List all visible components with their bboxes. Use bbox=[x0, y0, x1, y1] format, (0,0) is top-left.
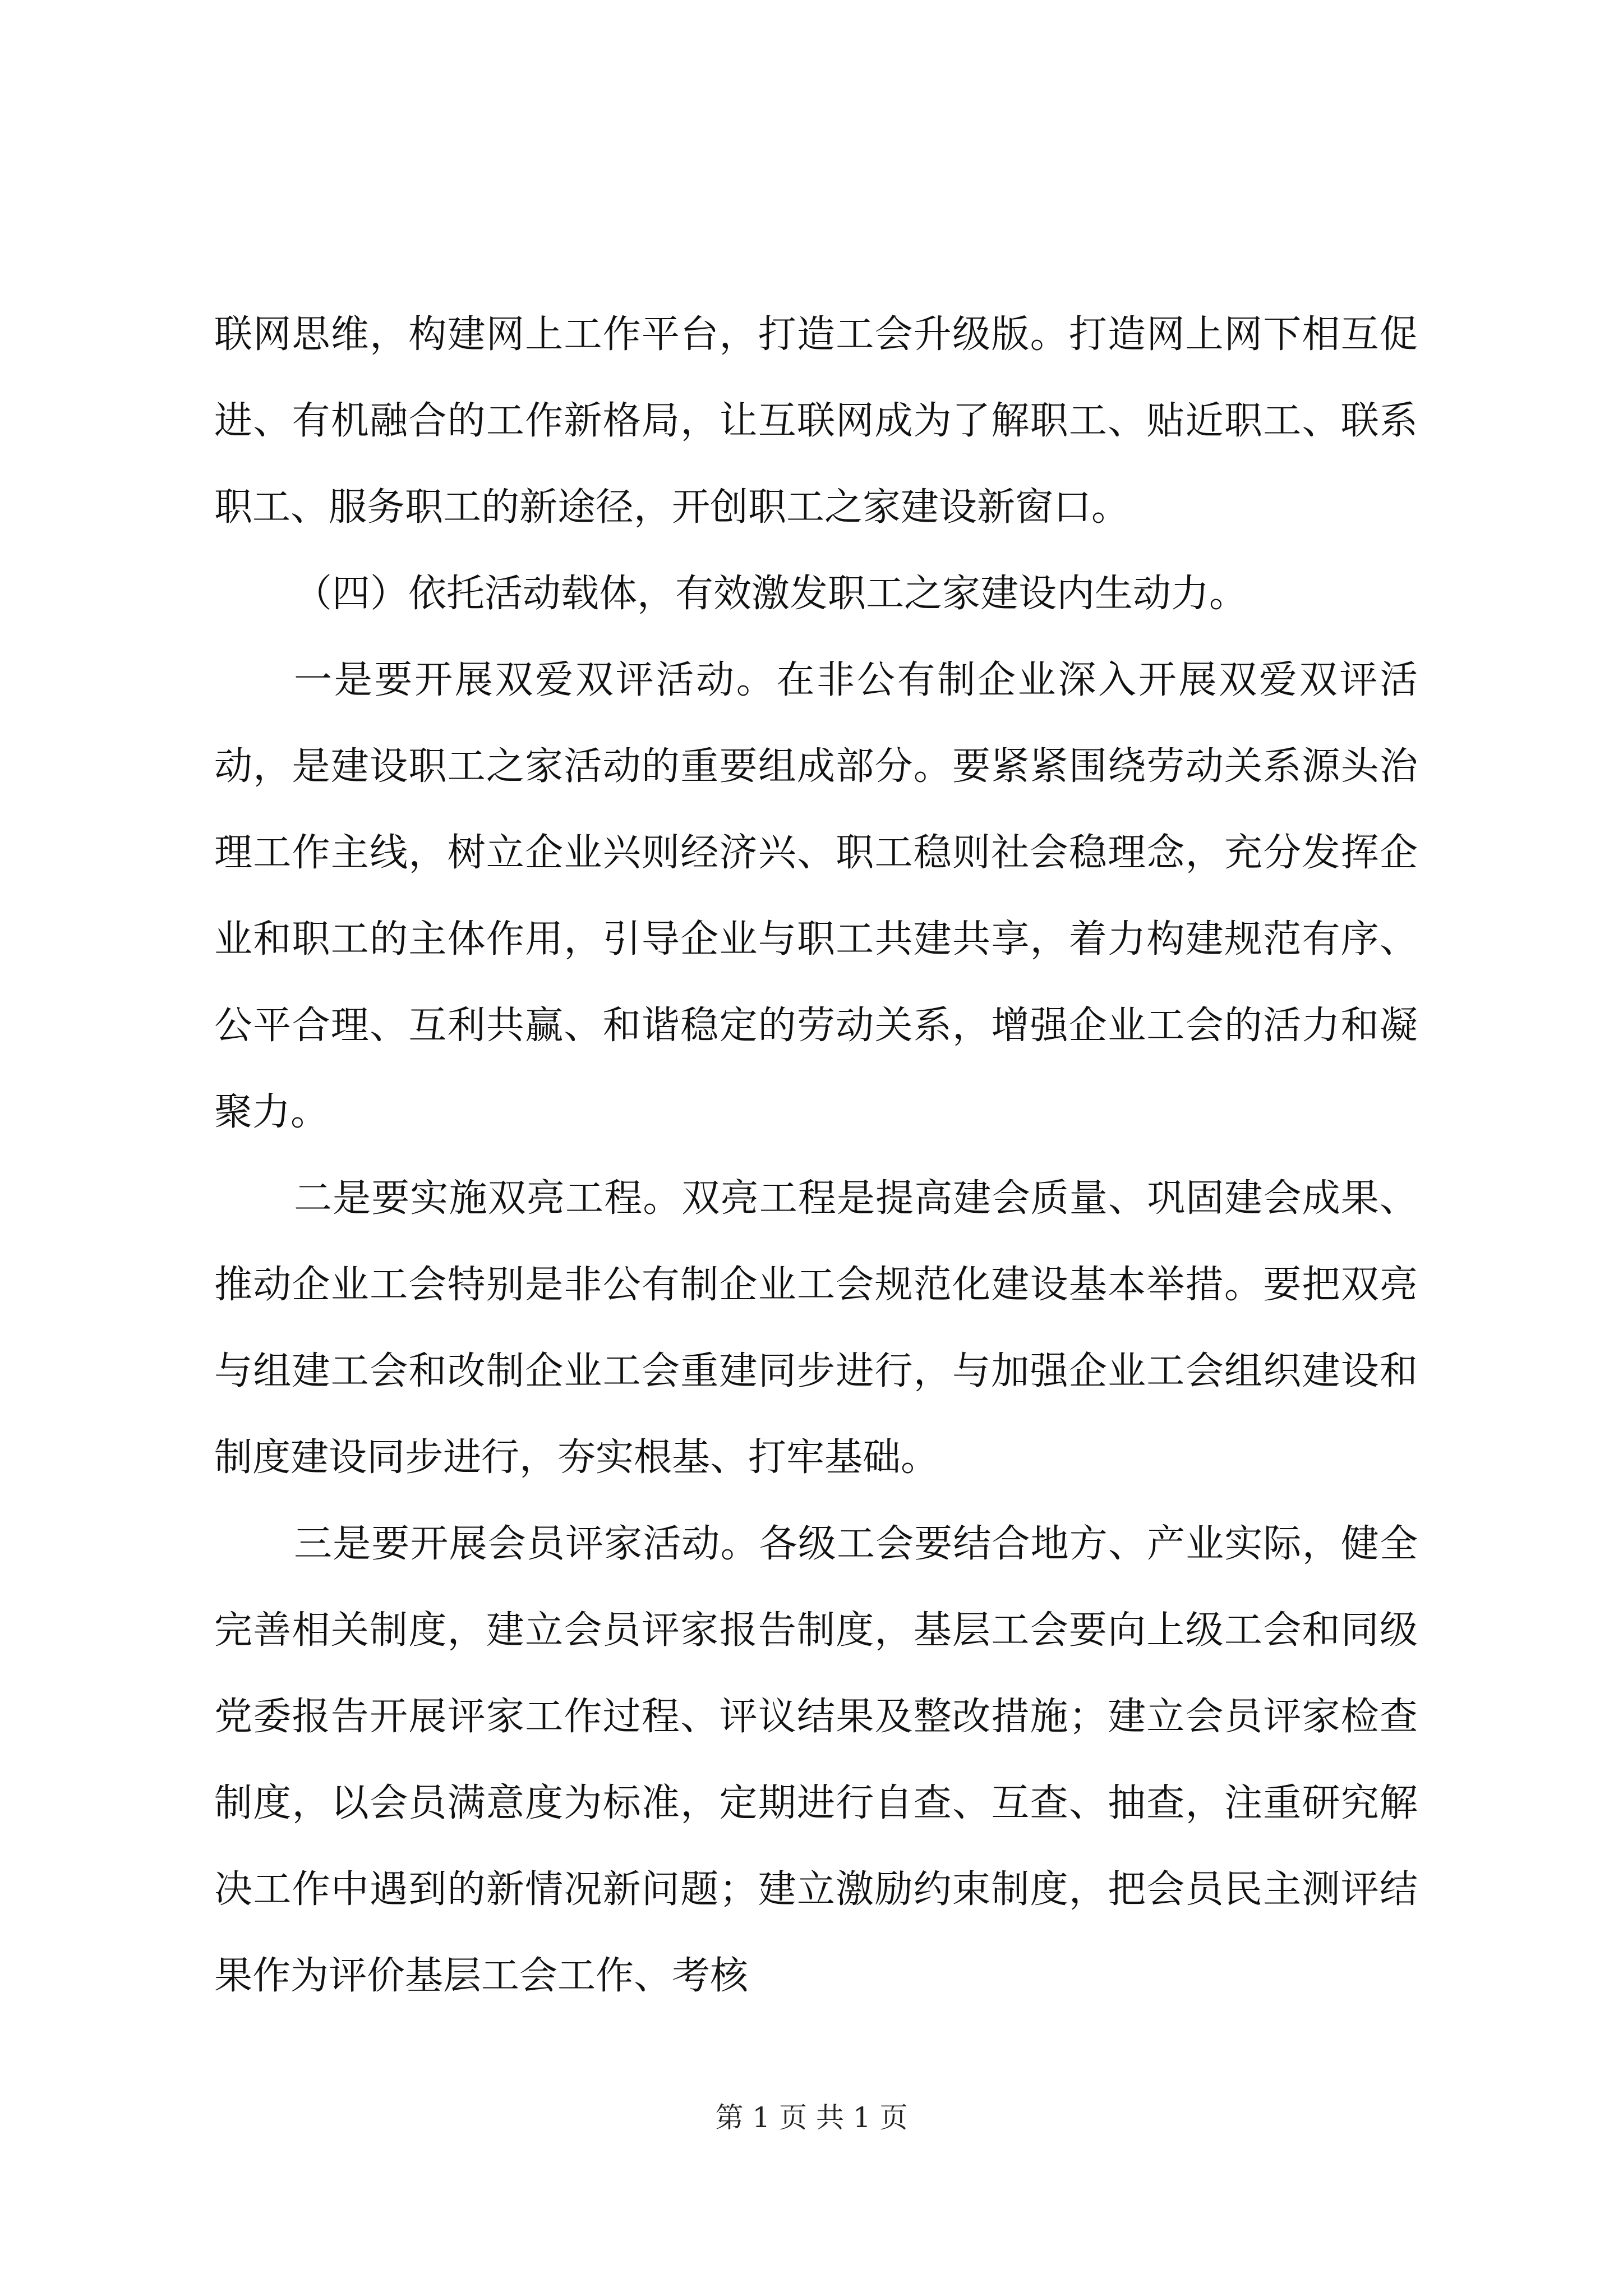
paragraph-item-two: 二是要实施双亮工程。双亮工程是提高建会质量、巩固建会成果、推动企业工会特别是非公有制企业工会规范化建设基本举措。要把双亮与组建工会和改制企业工会重建同步进行，与加强企业工会组织建设和制度建设同步进行，夯实根基、打牢基础。 bbox=[214, 1176, 1418, 1480]
paragraph-continuation: 联网思维，构建网上工作平台，打造工会升级版。打造网上网下相互促进、有机融合的工作新格局，让互联网成为了解职工、贴近职工、联系职工、服务职工的新途径，开创职工之家建设新窗口。 bbox=[214, 312, 1418, 530]
page-footer bbox=[0, 2098, 1623, 2137]
paragraph-item-three: 三是要开展会员评家活动。各级工会要结合地方、产业实际，健全完善相关制度，建立会员评家报告制度，基层工会要向上级工会和同级党委报告开展评家工作过程、评议结果及整改措施；建立会员评家检查制度，以会员满意度为标准，定期进行自查、互查、抽查，注重研究解决工作中遇到的新情况新问题；建立激励约束制度，把会员民主测评结果作为评价基层工会工作、考核 bbox=[214, 1522, 1418, 1998]
document-body bbox=[214, 292, 1418, 2019]
page-number: 第 1 页 共 1 页 bbox=[715, 2101, 908, 2134]
paragraph-item-one: 一是要开展双爱双评活动。在非公有制企业深入开展双爱双评活动，是建设职工之家活动的重要组成部分。要紧紧围绕劳动关系源头治理工作主线，树立企业兴则经济兴、职工稳则社会稳理念，充分发挥企业和职工的主体作用，引导企业与职工共建共享，着力构建规范有序、公平合理、互利共赢、和谐稳定的劳动关系，增强企业工会的活力和凝聚力。 bbox=[214, 658, 1418, 1134]
section-heading-four: （四）依托活动载体，有效激发职工之家建设内生动力。 bbox=[294, 572, 1248, 616]
